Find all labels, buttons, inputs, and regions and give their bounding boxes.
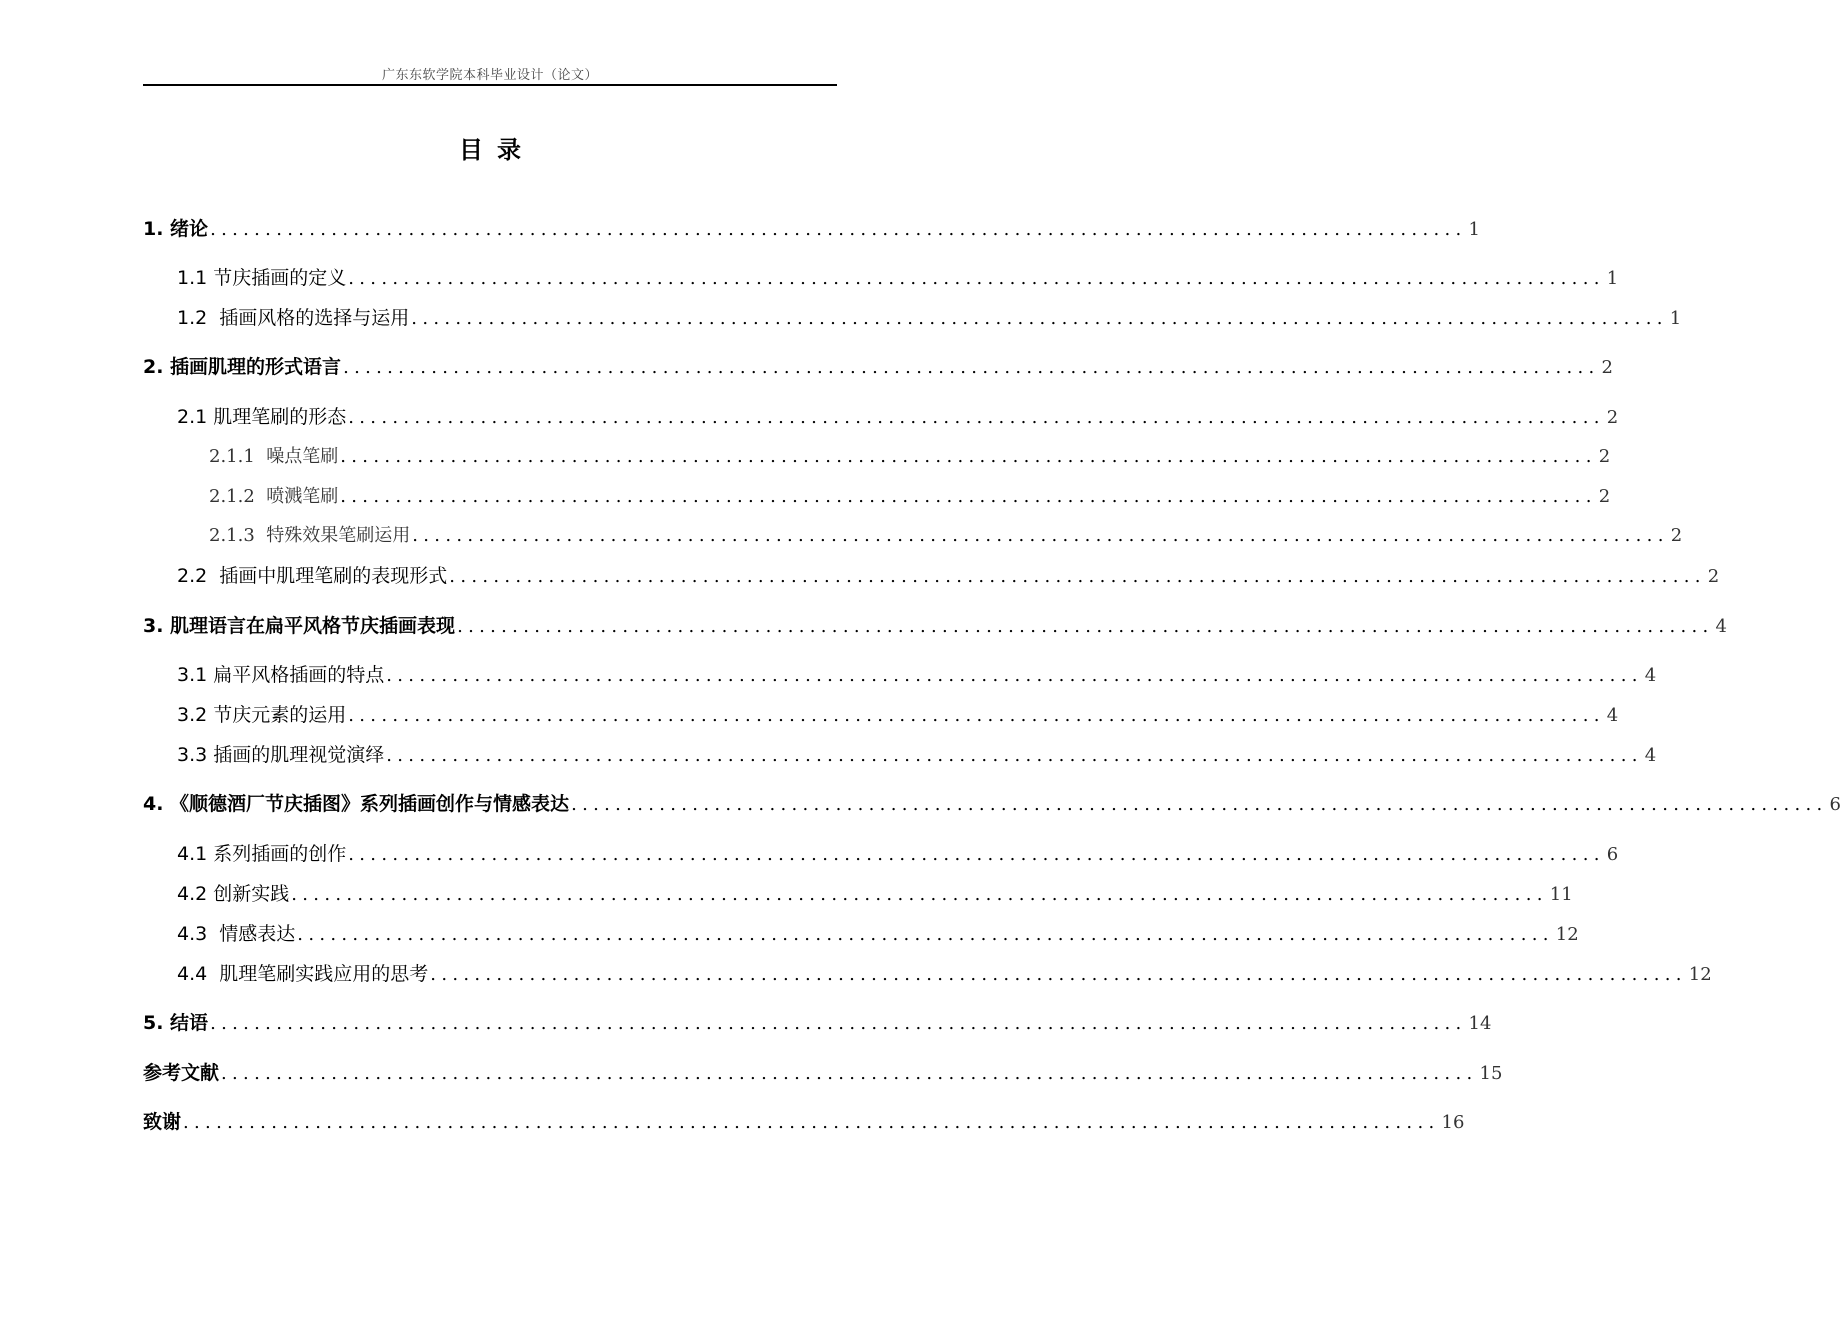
toc-page-number: 15 <box>1479 1063 1503 1084</box>
toc-entry[interactable] <box>143 353 1613 381</box>
toc-page-number: 4 <box>1606 705 1619 726</box>
header-rule <box>143 84 837 86</box>
toc-page-number: 2 <box>1670 525 1683 546</box>
toc-entry-label: 2.2 插画中肌理笔刷的表现形式 <box>177 565 448 587</box>
toc-entry[interactable] <box>143 741 1657 769</box>
toc-leader-dots: .................................................................................................................. <box>340 486 1597 507</box>
toc-entry[interactable] <box>143 522 1683 550</box>
toc-leader-dots: .................................................................................................................. <box>297 924 1554 945</box>
toc-entry-label: 1.1 节庆插画的定义 <box>177 267 347 289</box>
toc-entry[interactable] <box>143 443 1611 471</box>
toc-leader-dots: .................................................................................................................. <box>430 964 1687 985</box>
toc-leader-dots: .................................................................................................................. <box>210 1013 1467 1034</box>
toc-entry[interactable] <box>143 840 1619 868</box>
toc-entry-label: 3.2 节庆元素的运用 <box>177 704 347 726</box>
toc-page-number: 2 <box>1707 566 1720 587</box>
toc-entry-label: 2.1 肌理笔刷的形态 <box>177 406 347 428</box>
toc-entry[interactable] <box>143 960 1712 988</box>
toc-leader-dots: .................................................................................................................. <box>348 268 1605 289</box>
toc-entry[interactable] <box>143 661 1657 689</box>
toc-entry-label: 3. 肌理语言在扁平风格节庆插画表现 <box>143 615 456 637</box>
toc-leader-dots: .................................................................................................................. <box>412 525 1669 546</box>
toc-leader-dots: .................................................................................................................. <box>183 1112 1440 1133</box>
toc-leader-dots: .................................................................................................................. <box>571 794 1828 815</box>
toc-leader-dots: .................................................................................................................. <box>221 1063 1478 1084</box>
toc-page-number: 2 <box>1601 357 1613 378</box>
toc-entry-label: 参考文献 <box>143 1062 220 1084</box>
toc-leader-dots: .................................................................................................................. <box>348 844 1605 865</box>
toc-page-number: 14 <box>1468 1013 1492 1034</box>
toc-leader-dots: .................................................................................................................. <box>348 407 1605 428</box>
toc-page-number: 1 <box>1468 219 1480 240</box>
toc-entry-label: 3.3 插画的肌理视觉演绎 <box>177 744 385 766</box>
toc-page-number: 4 <box>1644 665 1657 686</box>
toc-page-number: 4 <box>1644 745 1657 766</box>
toc-entry[interactable] <box>143 880 1573 908</box>
toc-entry-label: 2.1.3 特殊效果笔刷运用 <box>209 525 411 546</box>
toc-entry-label: 1.2 插画风格的选择与运用 <box>177 307 410 329</box>
toc-leader-dots: .................................................................................................................. <box>210 219 1467 240</box>
toc-entry[interactable] <box>143 215 1480 243</box>
toc-entry[interactable] <box>143 1009 1492 1037</box>
toc-entry-label: 5. 结语 <box>143 1012 209 1034</box>
toc-entry-label: 4.1 系列插画的创作 <box>177 843 347 865</box>
toc-entry[interactable] <box>143 483 1611 511</box>
toc-entry-label: 3.1 扁平风格插画的特点 <box>177 664 385 686</box>
toc-entry-label: 4.3 情感表达 <box>177 923 296 945</box>
toc-page-number: 4 <box>1715 616 1727 637</box>
toc-leader-dots: .................................................................................................................. <box>386 745 1643 766</box>
toc-entry[interactable] <box>143 612 1727 640</box>
toc-entry-label: 4.2 创新实践 <box>177 883 290 905</box>
toc-title: 目录 <box>459 136 535 164</box>
toc-entry[interactable] <box>143 403 1619 431</box>
toc-entry[interactable] <box>143 1059 1503 1087</box>
toc-entry-label: 2. 插画肌理的形式语言 <box>143 356 342 378</box>
toc-entry-label: 1. 绪论 <box>143 218 209 240</box>
toc-page-number: 11 <box>1549 884 1573 905</box>
toc-page-number: 1 <box>1669 308 1682 329</box>
toc-entry-label: 2.1.2 喷溅笔刷 <box>209 486 339 507</box>
toc-entry[interactable] <box>143 1108 1465 1136</box>
toc-entry[interactable] <box>143 304 1682 332</box>
toc-page-number: 1 <box>1606 268 1619 289</box>
toc-entry[interactable] <box>143 790 1841 818</box>
toc-leader-dots: .................................................................................................................. <box>291 884 1548 905</box>
toc-entry[interactable] <box>143 562 1720 590</box>
toc-entry[interactable] <box>143 701 1619 729</box>
toc-entry-label: 4. 《顺德酒厂节庆插图》系列插画创作与情感表达 <box>143 793 570 815</box>
toc-page-number: 16 <box>1441 1112 1465 1133</box>
toc-leader-dots: .................................................................................................................. <box>386 665 1643 686</box>
toc-leader-dots: .................................................................................................................. <box>348 705 1605 726</box>
toc-page-number: 12 <box>1688 964 1712 985</box>
toc-page-number: 6 <box>1829 794 1841 815</box>
toc-leader-dots: .................................................................................................................. <box>449 566 1706 587</box>
toc-entry-label: 致谢 <box>143 1111 182 1133</box>
toc-page-number: 2 <box>1598 446 1611 467</box>
toc-entry-label: 4.4 肌理笔刷实践应用的思考 <box>177 963 429 985</box>
toc-page-number: 2 <box>1606 407 1619 428</box>
running-header: 广东东软学院本科毕业设计（论文） <box>381 68 598 83</box>
toc-leader-dots: .................................................................................................................. <box>343 357 1600 378</box>
toc-entry[interactable] <box>143 920 1579 948</box>
toc-page-number: 2 <box>1598 486 1611 507</box>
toc-page-number: 6 <box>1606 844 1619 865</box>
toc-entry[interactable] <box>143 264 1619 292</box>
toc-leader-dots: .................................................................................................................. <box>457 616 1714 637</box>
toc-page-number: 12 <box>1555 924 1579 945</box>
toc-leader-dots: .................................................................................................................. <box>340 446 1597 467</box>
toc-entry-label: 2.1.1 噪点笔刷 <box>209 446 339 467</box>
toc-leader-dots: .................................................................................................................. <box>411 308 1668 329</box>
